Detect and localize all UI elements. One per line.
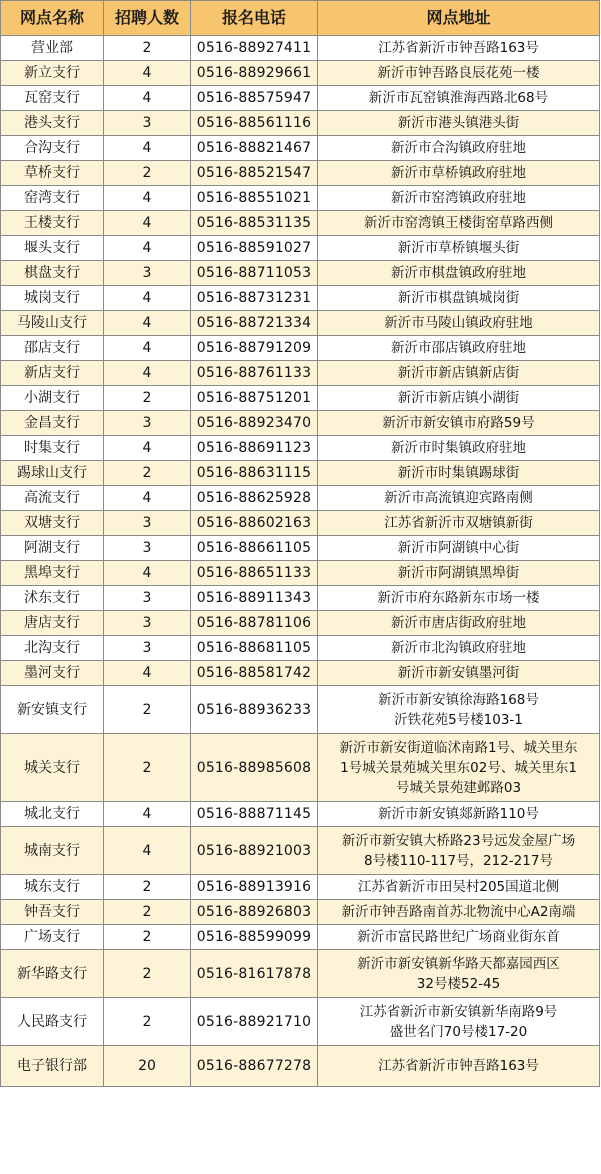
- address-cell: [318, 61, 600, 86]
- table-row: [1, 661, 600, 686]
- branch-name-cell: 城关支行: [1, 734, 104, 802]
- address-cell: [318, 561, 600, 586]
- table-row: [1, 461, 600, 486]
- branch-name-cell: 高流支行: [1, 486, 104, 511]
- address-line: 新沂市高流镇迎宾路南侧: [384, 490, 533, 506]
- phone-cell: 0516-88731231: [191, 286, 318, 311]
- branch-name-cell: 马陵山支行: [1, 311, 104, 336]
- header-recruit-count: 招聘人数: [104, 1, 191, 36]
- branch-name-cell: 堰头支行: [1, 236, 104, 261]
- branch-name-cell: 阿湖支行: [1, 536, 104, 561]
- recruit-count-cell: 4: [104, 286, 191, 311]
- address-cell: [318, 900, 600, 925]
- branch-name-cell: 人民路支行: [1, 998, 104, 1046]
- address-cell: [318, 734, 600, 802]
- address-line: 新沂市新安镇墨河街: [397, 665, 520, 681]
- address-cell: [318, 827, 600, 875]
- address-cell: [318, 111, 600, 136]
- phone-cell: 0516-88575947: [191, 86, 318, 111]
- recruit-count-cell: 4: [104, 311, 191, 336]
- branch-name-cell: 金昌支行: [1, 411, 104, 436]
- recruit-count-cell: 2: [104, 734, 191, 802]
- address-line: 盛世名门70号楼17-20: [389, 1023, 528, 1040]
- recruit-count-cell: 3: [104, 636, 191, 661]
- phone-cell: 0516-88911343: [191, 586, 318, 611]
- recruit-count-cell: 4: [104, 61, 191, 86]
- branch-name-cell: 瓦窑支行: [1, 86, 104, 111]
- branch-name-cell: 棋盘支行: [1, 261, 104, 286]
- address-line: 新沂市窑湾镇政府驻地: [391, 190, 526, 206]
- phone-cell: 0516-88531135: [191, 211, 318, 236]
- phone-cell: 0516-88521547: [191, 161, 318, 186]
- recruit-count-cell: 2: [104, 950, 191, 998]
- table-row: [1, 536, 600, 561]
- address-cell: [318, 386, 600, 411]
- address-line: 新沂市钟吾路良辰花苑一楼: [377, 65, 540, 81]
- branch-name-cell: 新安镇支行: [1, 686, 104, 734]
- address-line: 江苏省新沂市田吴村205国道北侧: [357, 879, 560, 895]
- table-row: [1, 611, 600, 636]
- address-cell: [318, 611, 600, 636]
- table-row: [1, 336, 600, 361]
- address-line: 沂铁花苑5号楼103-1: [394, 711, 523, 728]
- recruit-count-cell: 3: [104, 111, 191, 136]
- address-line: 8号楼110-117号，212-217号: [364, 852, 553, 869]
- address-cell: [318, 236, 600, 261]
- phone-cell: 0516-88677278: [191, 1046, 318, 1087]
- address-line: 新沂市新安镇新华路天都嘉园西区: [357, 955, 560, 972]
- recruit-count-cell: 4: [104, 186, 191, 211]
- table-row: [1, 286, 600, 311]
- recruit-count-cell: 4: [104, 486, 191, 511]
- phone-cell: 0516-88651133: [191, 561, 318, 586]
- table-row: [1, 311, 600, 336]
- address-line: 新沂市阿湖镇中心街: [397, 540, 520, 556]
- address-cell: [318, 336, 600, 361]
- table-row: [1, 186, 600, 211]
- table-row: [1, 586, 600, 611]
- address-line: 1号城关景苑城关里东02号、城关里东1: [340, 759, 577, 776]
- address-cell: [318, 36, 600, 61]
- recruit-count-cell: 4: [104, 86, 191, 111]
- branch-name-cell: 钟吾支行: [1, 900, 104, 925]
- address-line: 江苏省新沂市钟吾路163号: [378, 1058, 539, 1074]
- address-cell: [318, 998, 600, 1046]
- phone-cell: 0516-88631115: [191, 461, 318, 486]
- address-line: 新沂市新店镇小湖街: [397, 390, 520, 406]
- branch-name-cell: 黑埠支行: [1, 561, 104, 586]
- branch-name-cell: 邵店支行: [1, 336, 104, 361]
- table-row: [1, 136, 600, 161]
- address-cell: [318, 586, 600, 611]
- address-line: 新沂市唐店街政府驻地: [391, 615, 526, 631]
- address-line: 新沂市钟吾路南首苏北物流中心A2南端: [341, 904, 576, 920]
- phone-cell: 0516-88625928: [191, 486, 318, 511]
- branch-name-cell: 小湖支行: [1, 386, 104, 411]
- branch-name-cell: 草桥支行: [1, 161, 104, 186]
- phone-cell: 0516-81617878: [191, 950, 318, 998]
- address-cell: [318, 261, 600, 286]
- recruit-count-cell: 2: [104, 36, 191, 61]
- phone-cell: 0516-88926803: [191, 900, 318, 925]
- recruit-count-cell: 20: [104, 1046, 191, 1087]
- branch-name-cell: 营业部: [1, 36, 104, 61]
- recruit-count-cell: 4: [104, 211, 191, 236]
- recruit-count-cell: 4: [104, 827, 191, 875]
- table-body: [1, 36, 600, 1087]
- address-cell: [318, 136, 600, 161]
- address-cell: [318, 461, 600, 486]
- branch-name-cell: 双塘支行: [1, 511, 104, 536]
- address-line: 新沂市阿湖镇黑埠街: [397, 565, 520, 581]
- table-row: [1, 361, 600, 386]
- address-line: 新沂市邵店镇政府驻地: [391, 340, 526, 356]
- address-line: 新沂市马陵山镇政府驻地: [384, 315, 533, 331]
- recruit-count-cell: 4: [104, 802, 191, 827]
- table-row: [1, 925, 600, 950]
- phone-cell: 0516-88791209: [191, 336, 318, 361]
- phone-cell: 0516-88691123: [191, 436, 318, 461]
- table-row: [1, 486, 600, 511]
- address-cell: [318, 411, 600, 436]
- address-cell: [318, 86, 600, 111]
- branch-name-cell: 新华路支行: [1, 950, 104, 998]
- phone-cell: 0516-88985608: [191, 734, 318, 802]
- table-row: [1, 511, 600, 536]
- recruit-count-cell: 2: [104, 161, 191, 186]
- address-cell: [318, 286, 600, 311]
- phone-cell: 0516-88871145: [191, 802, 318, 827]
- table-row: [1, 561, 600, 586]
- address-line: 新沂市富民路世纪广场商业街东首: [357, 929, 560, 945]
- address-cell: [318, 802, 600, 827]
- address-line: 号城关景苑建邺路03: [395, 779, 522, 796]
- phone-cell: 0516-88921003: [191, 827, 318, 875]
- address-cell: [318, 686, 600, 734]
- recruit-count-cell: 3: [104, 611, 191, 636]
- branch-name-cell: 墨河支行: [1, 661, 104, 686]
- recruit-count-cell: 4: [104, 361, 191, 386]
- phone-cell: 0516-88923470: [191, 411, 318, 436]
- table-row: [1, 900, 600, 925]
- header-row: [1, 1, 600, 36]
- recruit-count-cell: 4: [104, 661, 191, 686]
- phone-cell: 0516-88551021: [191, 186, 318, 211]
- address-line: 江苏省新沂市钟吾路163号: [378, 40, 539, 56]
- address-line: 新沂市合沟镇政府驻地: [391, 140, 526, 156]
- address-line: 江苏省新沂市新安镇新华南路9号: [359, 1003, 558, 1020]
- branch-name-cell: 城南支行: [1, 827, 104, 875]
- recruit-count-cell: 2: [104, 875, 191, 900]
- address-cell: [318, 311, 600, 336]
- phone-cell: 0516-88761133: [191, 361, 318, 386]
- recruit-count-cell: 3: [104, 586, 191, 611]
- branch-name-cell: 城北支行: [1, 802, 104, 827]
- address-line: 新沂市新安镇徐海路168号: [378, 691, 539, 708]
- recruit-count-cell: 2: [104, 386, 191, 411]
- branch-name-cell: 沭东支行: [1, 586, 104, 611]
- table-row: [1, 827, 600, 875]
- address-line: 江苏省新沂市双塘镇新街: [384, 515, 533, 531]
- branch-name-cell: 城岗支行: [1, 286, 104, 311]
- recruit-count-cell: 4: [104, 336, 191, 361]
- phone-cell: 0516-88711053: [191, 261, 318, 286]
- address-line: 新沂市新店镇新店街: [397, 365, 520, 381]
- address-line: 新沂市棋盘镇城岗街: [397, 290, 520, 306]
- branch-name-cell: 窑湾支行: [1, 186, 104, 211]
- recruit-count-cell: 2: [104, 998, 191, 1046]
- recruit-count-cell: 2: [104, 900, 191, 925]
- branch-name-cell: 王楼支行: [1, 211, 104, 236]
- recruit-count-cell: 4: [104, 236, 191, 261]
- phone-cell: 0516-88591027: [191, 236, 318, 261]
- address-cell: [318, 661, 600, 686]
- address-line: 新沂市窑湾镇王楼街窑草路西侧: [364, 215, 553, 231]
- address-cell: [318, 536, 600, 561]
- address-cell: [318, 950, 600, 998]
- table-row: [1, 686, 600, 734]
- address-cell: [318, 925, 600, 950]
- table-row: [1, 950, 600, 998]
- phone-cell: 0516-88561116: [191, 111, 318, 136]
- table-row: [1, 998, 600, 1046]
- branch-name-cell: 北沟支行: [1, 636, 104, 661]
- address-line: 新沂市新安镇市府路59号: [382, 415, 535, 431]
- address-line: 新沂市时集镇政府驻地: [391, 440, 526, 456]
- phone-cell: 0516-88599099: [191, 925, 318, 950]
- phone-cell: 0516-88721334: [191, 311, 318, 336]
- phone-cell: 0516-88751201: [191, 386, 318, 411]
- phone-cell: 0516-88602163: [191, 511, 318, 536]
- table-row: [1, 436, 600, 461]
- recruit-count-cell: 3: [104, 261, 191, 286]
- table-row: [1, 386, 600, 411]
- table-row: [1, 211, 600, 236]
- recruit-count-cell: 2: [104, 925, 191, 950]
- recruit-count-cell: 4: [104, 436, 191, 461]
- table-row: [1, 61, 600, 86]
- branch-name-cell: 新立支行: [1, 61, 104, 86]
- address-line: 新沂市府东路新东市场一楼: [377, 590, 540, 606]
- table-row: [1, 86, 600, 111]
- branch-name-cell: 新店支行: [1, 361, 104, 386]
- branch-name-cell: 广场支行: [1, 925, 104, 950]
- address-cell: [318, 1046, 600, 1087]
- table-row: [1, 36, 600, 61]
- table-row: [1, 261, 600, 286]
- recruit-count-cell: 4: [104, 561, 191, 586]
- address-cell: [318, 211, 600, 236]
- table-row: [1, 875, 600, 900]
- table-row: [1, 1046, 600, 1087]
- branch-name-cell: 电子银行部: [1, 1046, 104, 1087]
- address-line: 新沂市草桥镇堰头街: [397, 240, 520, 256]
- branch-name-cell: 唐店支行: [1, 611, 104, 636]
- table-row: [1, 411, 600, 436]
- phone-cell: 0516-88936233: [191, 686, 318, 734]
- address-line: 新沂市时集镇踢球街: [397, 465, 520, 481]
- address-line: 新沂市新安镇郯新路110号: [378, 806, 539, 822]
- address-line: 32号楼52-45: [416, 975, 501, 992]
- address-cell: [318, 486, 600, 511]
- table-row: [1, 802, 600, 827]
- phone-cell: 0516-88661105: [191, 536, 318, 561]
- phone-cell: 0516-88681105: [191, 636, 318, 661]
- phone-cell: 0516-88913916: [191, 875, 318, 900]
- recruit-count-cell: 2: [104, 686, 191, 734]
- address-line: 新沂市新安镇大桥路23号远发金屋广场: [341, 832, 576, 849]
- phone-cell: 0516-88781106: [191, 611, 318, 636]
- address-cell: [318, 186, 600, 211]
- address-line: 新沂市新安街道临沭南路1号、城关里东: [339, 739, 578, 756]
- recruit-count-cell: 4: [104, 136, 191, 161]
- phone-cell: 0516-88927411: [191, 36, 318, 61]
- table-row: [1, 111, 600, 136]
- branch-name-cell: 时集支行: [1, 436, 104, 461]
- address-line: 新沂市棋盘镇政府驻地: [391, 265, 526, 281]
- recruit-count-cell: 3: [104, 411, 191, 436]
- branch-name-cell: 踢球山支行: [1, 461, 104, 486]
- header-address: 网点地址: [318, 1, 600, 36]
- branch-name-cell: 城东支行: [1, 875, 104, 900]
- address-line: 新沂市草桥镇政府驻地: [391, 165, 526, 181]
- address-cell: [318, 361, 600, 386]
- phone-cell: 0516-88929661: [191, 61, 318, 86]
- recruit-count-cell: 3: [104, 536, 191, 561]
- table-row: [1, 161, 600, 186]
- address-cell: [318, 161, 600, 186]
- branch-name-cell: 合沟支行: [1, 136, 104, 161]
- phone-cell: 0516-88921710: [191, 998, 318, 1046]
- recruit-count-cell: 2: [104, 461, 191, 486]
- address-line: 新沂市北沟镇政府驻地: [391, 640, 526, 656]
- phone-cell: 0516-88581742: [191, 661, 318, 686]
- table-row: [1, 236, 600, 261]
- address-cell: [318, 511, 600, 536]
- address-cell: [318, 875, 600, 900]
- address-cell: [318, 636, 600, 661]
- address-cell: [318, 436, 600, 461]
- header-phone: 报名电话: [191, 1, 318, 36]
- address-line: 新沂市港头镇港头街: [397, 115, 520, 131]
- address-line: 新沂市瓦窑镇淮海西路北68号: [368, 90, 549, 106]
- phone-cell: 0516-88821467: [191, 136, 318, 161]
- table-row: [1, 734, 600, 802]
- branch-name-cell: 港头支行: [1, 111, 104, 136]
- header-branch-name: 网点名称: [1, 1, 104, 36]
- recruit-count-cell: 3: [104, 511, 191, 536]
- table-row: [1, 636, 600, 661]
